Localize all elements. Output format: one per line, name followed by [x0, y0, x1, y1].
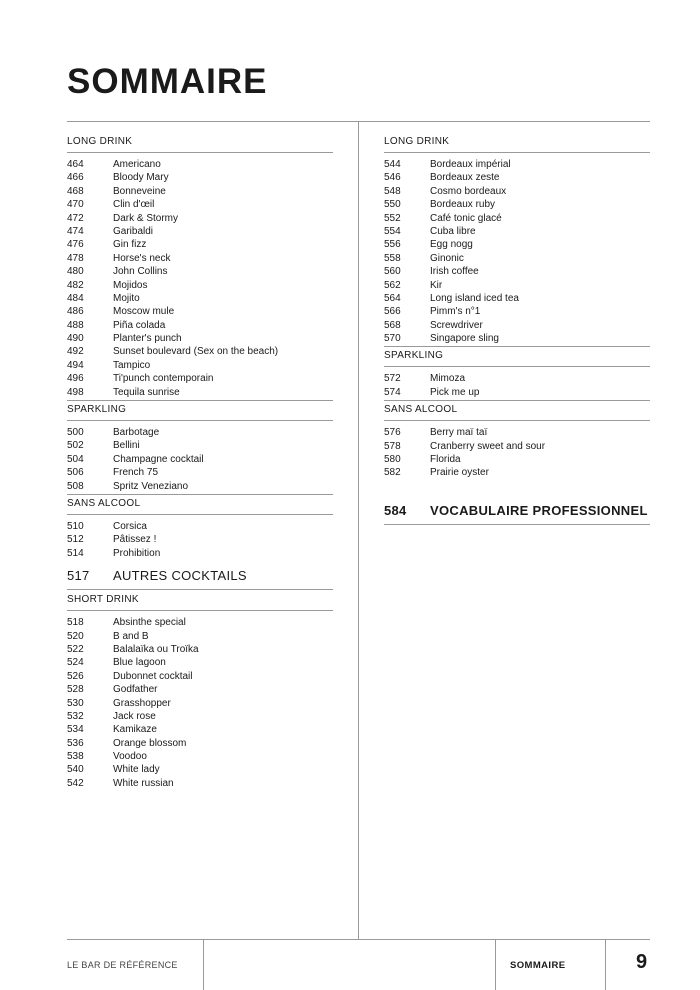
- toc-entry-title: Bordeaux zeste: [430, 172, 500, 184]
- toc-entry-page: 550: [384, 199, 401, 211]
- toc-entry-title: Champagne cocktail: [113, 453, 204, 465]
- toc-entry-page: 538: [67, 751, 84, 763]
- toc-entry-title: Moscow mule: [113, 306, 175, 318]
- toc-entry-page: 530: [67, 697, 84, 709]
- chapter-number: 517: [67, 568, 90, 584]
- toc-entry-title: Mojidos: [113, 279, 148, 291]
- toc-entry-title: White russian: [113, 777, 174, 789]
- toc-entry[interactable]: [384, 238, 650, 251]
- toc-entry-page: 492: [67, 346, 84, 358]
- toc-entry[interactable]: [67, 737, 333, 750]
- toc-entry-page: 532: [67, 710, 84, 722]
- toc-entry-title: Planter's punch: [113, 333, 182, 345]
- toc-entry-title: Cranberry sweet and sour: [430, 440, 546, 452]
- toc-entry-page: 506: [67, 467, 84, 479]
- toc-entry-title: Berry maï taï: [430, 427, 488, 439]
- chapter-title: AUTRES COCKTAILS: [113, 568, 247, 584]
- toc-entry-title: Corsica: [113, 520, 147, 532]
- section-heading-sparkling: SPARKLING: [67, 404, 333, 421]
- toc-entry-title: Dubonnet cocktail: [113, 670, 193, 682]
- toc-entry-title: Garibaldi: [113, 225, 154, 237]
- toc-entry-title: Ginonic: [430, 252, 464, 264]
- toc-entry-title: Spritz Veneziano: [113, 480, 189, 492]
- toc-entry[interactable]: [67, 520, 333, 533]
- toc-entry[interactable]: [384, 440, 650, 453]
- toc-entry-page: 526: [67, 670, 84, 682]
- toc-entry-page: 490: [67, 333, 84, 345]
- toc-entry-title: Blue lagoon: [113, 657, 166, 669]
- toc-entry[interactable]: [384, 185, 650, 198]
- toc-entry-title: Barbotage: [113, 427, 160, 439]
- toc-entry-page: 512: [67, 534, 84, 546]
- toc-entry[interactable]: [67, 225, 333, 238]
- toc-entry-page: 548: [384, 185, 401, 197]
- toc-entry[interactable]: [384, 305, 650, 318]
- toc-entry-title: B and B: [113, 630, 149, 642]
- toc-entry[interactable]: [67, 158, 333, 171]
- toc-entry-title: Florida: [430, 454, 461, 466]
- toc-entry[interactable]: [67, 697, 333, 710]
- toc-entry[interactable]: [67, 212, 333, 225]
- toc-entry[interactable]: [67, 386, 333, 399]
- section-heading-long-drink: LONG DRINK: [67, 136, 333, 153]
- toc-entry-page: 542: [67, 777, 84, 789]
- chapter-entry[interactable]: [67, 562, 333, 590]
- toc-entry[interactable]: [67, 198, 333, 211]
- toc-entry-page: 528: [67, 684, 84, 696]
- toc-entry-title: Horse's neck: [113, 252, 171, 264]
- toc-column-left: [67, 136, 333, 792]
- toc-entry-page: 578: [384, 440, 401, 452]
- toc-entry[interactable]: [67, 480, 333, 493]
- toc-entry-page: 500: [67, 427, 84, 439]
- toc-entry-title: Absinthe special: [113, 617, 186, 629]
- toc-entry-title: Sunset boulevard (Sex on the beach): [113, 346, 279, 358]
- toc-entry-page: 566: [384, 306, 401, 318]
- toc-entry-title: Tequila sunrise: [113, 386, 180, 398]
- column-divider: [358, 121, 359, 940]
- toc-entry-page: 478: [67, 252, 84, 264]
- toc-entry[interactable]: [67, 777, 333, 790]
- toc-column-right: [384, 136, 650, 529]
- toc-entry[interactable]: [384, 453, 650, 466]
- toc-list: [384, 158, 650, 347]
- toc-entry-title: Singapore sling: [430, 333, 499, 345]
- toc-entry-title: Dark & Stormy: [113, 212, 179, 224]
- toc-entry[interactable]: [67, 643, 333, 656]
- toc-entry[interactable]: [384, 225, 650, 238]
- toc-entry-page: 544: [384, 159, 401, 170]
- toc-entry[interactable]: [67, 426, 333, 439]
- toc-entry-page: 496: [67, 373, 84, 385]
- toc-entry[interactable]: [67, 630, 333, 643]
- section-heading-short-drink: SHORT DRINK: [67, 594, 333, 611]
- toc-entry-title: Irish coffee: [430, 266, 479, 278]
- toc-entry-page: 482: [67, 279, 84, 291]
- toc-entry-title: Cuba libre: [430, 225, 476, 237]
- footer-separator: [605, 939, 606, 990]
- toc-entry-page: 472: [67, 212, 84, 224]
- toc-entry-page: 508: [67, 480, 84, 492]
- toc-entry-page: 564: [384, 292, 401, 304]
- toc-entry-title: Screwdriver: [430, 319, 483, 331]
- toc-entry-title: Kir: [430, 279, 443, 291]
- toc-entry-title: Mojito: [113, 292, 140, 304]
- toc-entry-page: 502: [67, 440, 84, 452]
- toc-entry-page: 504: [67, 453, 84, 465]
- toc-entry-title: French 75: [113, 467, 159, 479]
- footer-separator: [203, 939, 204, 990]
- toc-entry[interactable]: [67, 439, 333, 452]
- toc-entry-page: 474: [67, 225, 84, 237]
- toc-list: [67, 520, 333, 560]
- toc-entry-title: Prairie oyster: [430, 467, 489, 479]
- toc-entry[interactable]: [384, 198, 650, 211]
- chapter-number: 584: [384, 502, 407, 518]
- toc-entry-page: 522: [67, 643, 84, 655]
- toc-entry-page: 534: [67, 724, 84, 736]
- toc-entry[interactable]: [384, 171, 650, 184]
- footer-section-name: SOMMAIRE: [510, 960, 566, 971]
- toc-entry-title: Gin fizz: [113, 239, 147, 251]
- toc-entry-page: 582: [384, 467, 401, 479]
- toc-entry[interactable]: [67, 305, 333, 318]
- toc-entry-page: 580: [384, 454, 401, 466]
- toc-entry[interactable]: [384, 426, 650, 439]
- page-number: 9: [636, 951, 648, 973]
- toc-entry-page: 520: [67, 630, 84, 642]
- toc-entry-page: 546: [384, 172, 401, 184]
- toc-entry[interactable]: [67, 710, 333, 723]
- toc-entry[interactable]: [384, 212, 650, 225]
- toc-entry-page: 486: [67, 306, 84, 318]
- toc-entry-title: Tampico: [113, 359, 151, 371]
- toc-entry-page: 558: [384, 252, 401, 264]
- toc-entry-title: Orange blossom: [113, 737, 187, 749]
- toc-entry[interactable]: [67, 372, 333, 385]
- toc-entry-page: 570: [384, 333, 401, 345]
- toc-entry[interactable]: [384, 279, 650, 292]
- toc-list: [67, 616, 333, 790]
- toc-list: [67, 158, 333, 401]
- toc-entry-page: 480: [67, 266, 84, 278]
- section-heading-long-drink: LONG DRINK: [384, 136, 650, 153]
- toc-entry[interactable]: [384, 372, 650, 385]
- toc-entry-title: Mimoza: [430, 373, 466, 385]
- toc-entry[interactable]: [384, 332, 650, 345]
- toc-list: [384, 372, 650, 401]
- toc-entry-title: Clin d'œil: [113, 199, 155, 211]
- toc-entry-page: 554: [384, 225, 401, 237]
- toc-entry-title: Ti'punch contemporain: [113, 373, 214, 385]
- toc-entry-title: Piña colada: [113, 319, 166, 331]
- footer-separator: [495, 939, 496, 990]
- toc-entry[interactable]: [67, 171, 333, 184]
- toc-entry-title: Pick me up: [430, 386, 480, 398]
- toc-entry-title: Long island iced tea: [430, 292, 519, 304]
- toc-entry-title: Pimm's n°1: [430, 306, 481, 318]
- footer-rule: [67, 939, 650, 940]
- toc-entry[interactable]: [67, 533, 333, 546]
- toc-entry[interactable]: [67, 345, 333, 358]
- chapter-entry[interactable]: [384, 498, 650, 525]
- section-heading-sans-alcool: SANS ALCOOL: [384, 404, 650, 421]
- toc-entry-page: 536: [67, 737, 84, 749]
- toc-entry-title: Bloody Mary: [113, 172, 169, 184]
- toc-entry-page: 510: [67, 520, 84, 532]
- toc-entry-page: 494: [67, 359, 84, 371]
- toc-entry[interactable]: [67, 750, 333, 763]
- toc-entry-page: 514: [67, 547, 84, 559]
- toc-entry-page: 574: [384, 386, 401, 398]
- toc-entry-title: Americano: [113, 159, 161, 170]
- toc-entry-title: Café tonic glacé: [430, 212, 502, 224]
- toc-entry-page: 518: [67, 617, 84, 629]
- toc-entry-page: 572: [384, 373, 401, 385]
- toc-entry[interactable]: [384, 158, 650, 171]
- toc-entry[interactable]: [67, 238, 333, 251]
- toc-entry[interactable]: [67, 763, 333, 776]
- toc-entry[interactable]: [67, 265, 333, 278]
- toc-entry[interactable]: [67, 683, 333, 696]
- toc-entry-title: Bordeaux ruby: [430, 199, 496, 211]
- toc-entry-title: Jack rose: [113, 710, 156, 722]
- toc-entry-page: 560: [384, 266, 401, 278]
- toc-entry-page: 464: [67, 159, 84, 170]
- toc-entry[interactable]: [67, 279, 333, 292]
- toc-list: [384, 426, 650, 480]
- toc-entry-page: 556: [384, 239, 401, 251]
- toc-entry-title: Kamikaze: [113, 724, 157, 736]
- toc-entry[interactable]: [67, 359, 333, 372]
- toc-entry-title: Balalaïka ou Troïka: [113, 643, 199, 655]
- toc-entry-title: Cosmo bordeaux: [430, 185, 507, 197]
- page-footer: [0, 939, 700, 990]
- toc-entry[interactable]: [67, 319, 333, 332]
- toc-entry-title: Grasshopper: [113, 697, 171, 709]
- toc-entry-title: Egg nogg: [430, 239, 473, 251]
- toc-entry-page: 498: [67, 386, 84, 398]
- toc-entry-page: 552: [384, 212, 401, 224]
- toc-entry-page: 470: [67, 199, 84, 211]
- toc-entry-title: Bellini: [113, 440, 140, 452]
- toc-entry[interactable]: [67, 723, 333, 736]
- toc-entry-title: White lady: [113, 764, 160, 776]
- toc-list: [67, 426, 333, 495]
- toc-entry[interactable]: [67, 185, 333, 198]
- toc-entry[interactable]: [67, 332, 333, 345]
- toc-entry[interactable]: [67, 292, 333, 305]
- toc-entry[interactable]: [67, 616, 333, 629]
- toc-entry-page: 468: [67, 185, 84, 197]
- toc-entry-page: 540: [67, 764, 84, 776]
- toc-entry-title: Bordeaux impérial: [430, 159, 511, 170]
- toc-entry-page: 524: [67, 657, 84, 669]
- toc-entry-title: Voodoo: [113, 751, 147, 763]
- toc-entry[interactable]: [67, 252, 333, 265]
- toc-entry[interactable]: [67, 547, 333, 560]
- toc-entry-page: 488: [67, 319, 84, 331]
- toc-entry-title: Godfather: [113, 684, 158, 696]
- toc-entry-page: 568: [384, 319, 401, 331]
- toc-entry-title: Bonneveine: [113, 185, 166, 197]
- section-heading-sans-alcool: SANS ALCOOL: [67, 498, 333, 515]
- toc-entry-page: 466: [67, 172, 84, 184]
- chapter-title: VOCABULAIRE PROFESSIONNEL: [430, 502, 648, 518]
- toc-entry[interactable]: [67, 466, 333, 479]
- toc-entry-title: Pâtissez !: [113, 534, 157, 546]
- toc-entry[interactable]: [67, 670, 333, 683]
- footer-book-title: LE BAR DE RÉFÉRENCE: [67, 960, 178, 970]
- toc-entry-page: 562: [384, 279, 401, 291]
- page-title: SOMMAIRE: [67, 62, 268, 101]
- toc-entry-title: John Collins: [113, 266, 168, 278]
- toc-entry[interactable]: [384, 252, 650, 265]
- toc-entry[interactable]: [384, 319, 650, 332]
- toc-entry[interactable]: [384, 466, 650, 479]
- toc-entry[interactable]: [67, 453, 333, 466]
- toc-entry-page: 476: [67, 239, 84, 251]
- toc-entry-page: 484: [67, 292, 84, 304]
- toc-entry[interactable]: [384, 265, 650, 278]
- toc-entry-title: Prohibition: [113, 547, 161, 559]
- toc-entry-page: 576: [384, 427, 401, 439]
- toc-entry[interactable]: [384, 386, 650, 399]
- toc-entry[interactable]: [67, 656, 333, 669]
- section-heading-sparkling: SPARKLING: [384, 350, 650, 367]
- toc-entry[interactable]: [384, 292, 650, 305]
